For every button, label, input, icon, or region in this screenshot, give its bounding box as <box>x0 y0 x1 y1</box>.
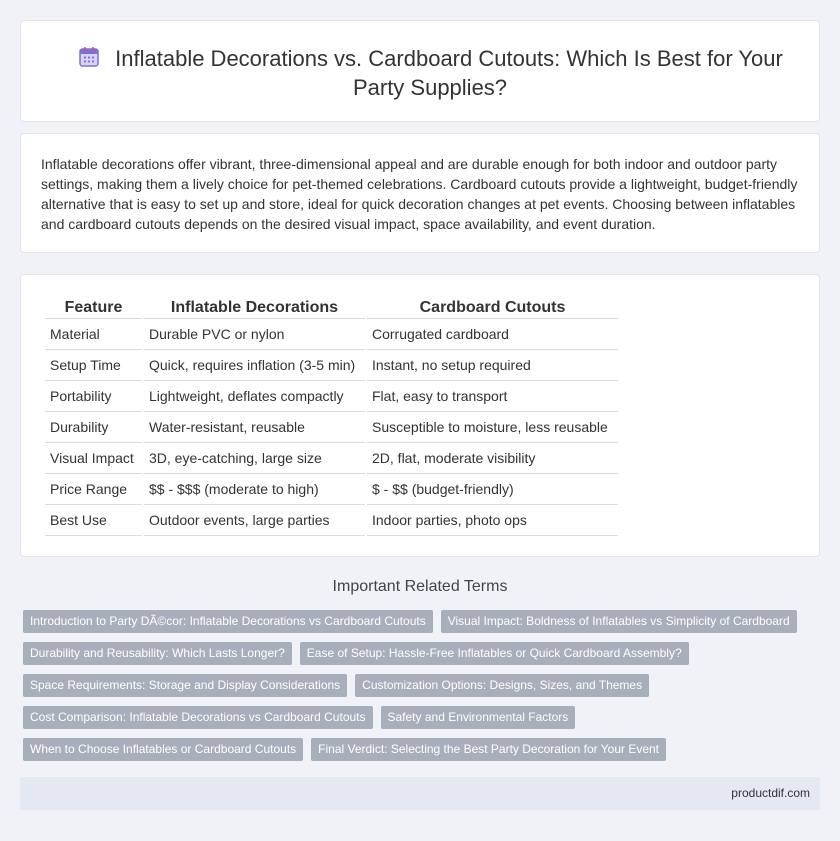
row-inflatable: Durable PVC or nylon <box>144 319 365 350</box>
related-term-tag[interactable]: Cost Comparison: Inflatable Decorations vs Cardboard Cutouts <box>23 706 373 729</box>
intro-card <box>20 133 820 253</box>
comparison-card <box>20 274 820 557</box>
row-inflatable: Lightweight, deflates compactly <box>144 381 365 412</box>
table-row <box>45 381 618 412</box>
footer-site: productdif.com <box>731 786 810 800</box>
row-inflatable: Quick, requires inflation (3-5 min) <box>144 350 365 381</box>
calendar-icon <box>77 45 101 69</box>
related-term-tag[interactable]: Introduction to Party DÃ©cor: Inflatable Decorations vs Cardboard Cutouts <box>23 610 433 633</box>
header-inflatable: Inflatable Decorations <box>144 297 365 319</box>
page-title-text: Inflatable Decorations vs. Cardboard Cutouts: Which Is Best for Your Party Supplies? <box>115 46 783 100</box>
header-cardboard: Cardboard Cutouts <box>367 297 618 319</box>
table-row <box>45 412 618 443</box>
row-feature: Portability <box>45 381 142 412</box>
row-cardboard: Susceptible to moisture, less reusable <box>367 412 618 443</box>
row-cardboard: $ - $$ (budget-friendly) <box>367 474 618 505</box>
page-title <box>61 44 799 102</box>
row-feature: Best Use <box>45 505 142 536</box>
row-feature: Price Range <box>45 474 142 505</box>
tag-row <box>23 674 813 697</box>
related-term-tag[interactable]: Safety and Environmental Factors <box>381 706 576 729</box>
related-term-tag[interactable]: When to Choose Inflatables or Cardboard Cutouts <box>23 738 303 761</box>
comparison-table <box>43 297 620 536</box>
row-feature: Setup Time <box>45 350 142 381</box>
tag-row <box>23 738 813 761</box>
row-inflatable: Water-resistant, reusable <box>144 412 365 443</box>
table-row <box>45 319 618 350</box>
related-term-tag[interactable]: Final Verdict: Selecting the Best Party Decoration for Your Event <box>311 738 666 761</box>
related-term-tag[interactable]: Durability and Reusability: Which Lasts Longer? <box>23 642 292 665</box>
row-feature: Visual Impact <box>45 443 142 474</box>
header-card <box>20 20 820 122</box>
row-inflatable: 3D, eye-catching, large size <box>144 443 365 474</box>
related-term-tag[interactable]: Customization Options: Designs, Sizes, and Themes <box>355 674 649 697</box>
row-inflatable: $$ - $$$ (moderate to high) <box>144 474 365 505</box>
row-feature: Durability <box>45 412 142 443</box>
row-cardboard: Indoor parties, photo ops <box>367 505 618 536</box>
header-feature: Feature <box>45 297 142 319</box>
row-cardboard: Flat, easy to transport <box>367 381 618 412</box>
table-header-row <box>45 297 618 319</box>
intro-paragraph: Inflatable decorations offer vibrant, three-dimensional appeal and are durable enough for both indoor and outdoor party settings, making them a lively choice for pet-themed celebrations. Cardboard cutouts provide a lightweight, budget-friendly alternative that is easy to set up and store, ideal for quick decoration changes at pet events. Choosing between inflatables and cardboard cutouts depends on the desired visual impact, space availability, and event duration. <box>41 156 798 232</box>
related-term-tag[interactable]: Ease of Setup: Hassle-Free Inflatables or Quick Cardboard Assembly? <box>300 642 689 665</box>
table-row <box>45 474 618 505</box>
row-feature: Material <box>45 319 142 350</box>
row-cardboard: 2D, flat, moderate visibility <box>367 443 618 474</box>
table-row <box>45 443 618 474</box>
related-term-tag[interactable]: Space Requirements: Storage and Display Considerations <box>23 674 347 697</box>
row-cardboard: Instant, no setup required <box>367 350 618 381</box>
tag-row <box>23 706 813 729</box>
related-terms-list <box>23 610 813 770</box>
table-row <box>45 505 618 536</box>
footer <box>20 777 820 810</box>
tag-row <box>23 642 813 665</box>
table-row <box>45 350 618 381</box>
related-term-tag[interactable]: Visual Impact: Boldness of Inflatables vs Simplicity of Cardboard <box>441 610 797 633</box>
tag-row <box>23 610 813 633</box>
row-cardboard: Corrugated cardboard <box>367 319 618 350</box>
related-terms-title: Important Related Terms <box>332 578 508 595</box>
row-inflatable: Outdoor events, large parties <box>144 505 365 536</box>
